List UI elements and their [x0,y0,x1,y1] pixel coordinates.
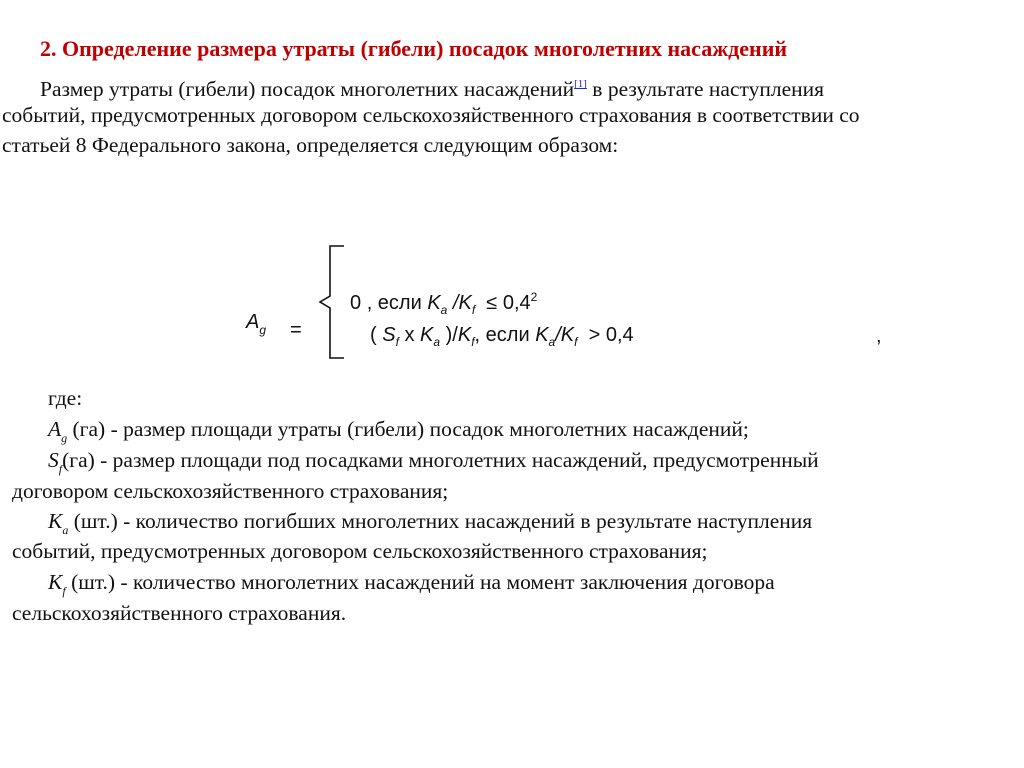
case1-kf: K [458,292,472,314]
def-ka-var: K [48,509,63,533]
def-kf-cont: сельскохозяйственного страхования. [12,601,347,625]
case1-threshold: 0,4 [502,292,531,314]
def-sf-text: (га) - размер площади под посадками многолетних насаждений, предусмотренный [62,448,819,472]
formula-lhs-var: A [246,311,260,333]
case1-cond-word: , если [366,292,422,314]
def-ka-cont: событий, предусмотренных договором сельскохозяйственного страхования; [12,539,708,563]
def-ag-var: A [48,417,62,441]
def-sf-cont: договором сельскохозяйственного страхования; [12,479,449,503]
def-ka-text: (шт.) - количество погибших многолетних насаждений в результате наступления [68,509,813,533]
case1-kf-sub: f [471,303,476,317]
case2-threshold: 0,4 [605,324,634,346]
def-ag-sub: g [61,431,68,445]
def-ag [48,416,749,451]
left-brace-icon [318,242,348,362]
case2-open: ( [370,324,377,346]
case2-kf-sub: f [471,335,475,349]
formula-case-2 [370,323,634,354]
def-kf-var: K [48,570,63,594]
formula-lhs-sub: g [259,323,267,337]
case1-ka-sub: a [440,303,448,317]
case1-ka: K [427,292,441,314]
formula-trailing-comma: , [876,325,882,347]
case1-value: 0 [350,292,362,314]
section-title: 2. Определение размера утраты (гибели) посадок многолетних насаждений [40,36,788,61]
case2-ka2: K [535,324,549,346]
case1-sup: 2 [530,290,538,304]
intro-line-2: событий, предусмотренных договором сельскохозяйственного страхования в соответствии со [2,103,860,127]
def-kf-sub: f [62,584,66,598]
def-ka-sub: a [62,523,69,537]
def-ag-text: (га) - размер площади утраты (гибели) посадок многолетних насаждений; [67,417,749,441]
formula-equals: = [290,319,302,341]
def-sf [48,447,819,482]
case1-slash: / [452,292,459,314]
case1-op: ≤ [486,292,498,314]
intro-text-a: Размер утраты (гибели) посадок многолетних насаждений [40,77,575,101]
case2-sf-sub: f [395,335,399,349]
intro-text-b: в результате наступления [586,77,825,101]
footnote-link[interactable]: [1] [574,78,587,90]
formula-lhs [246,310,266,342]
intro-line-1 [40,71,824,102]
case2-kf2-sub: f [574,335,578,349]
formula-case-1 [350,285,537,322]
where-label: где: [48,386,83,410]
case2-op: > [588,324,601,346]
case2-ka: K [420,324,434,346]
case2-cond-word: , если [474,324,530,346]
case2-close-slash: )/ [445,324,458,346]
def-sf-sub: f [58,462,63,476]
case2-ka-sub: a [433,335,441,349]
case2-times: x [404,324,415,346]
def-sf-var: S [48,448,59,472]
def-kf [48,569,775,604]
case2-slash: / [555,324,561,346]
intro-line-3: статьей 8 Федерального закона, определяется следующим образом: [2,133,619,157]
case2-kf2: K [560,324,575,346]
def-kf-text: (шт.) - количество многолетних насаждений на момент заключения договора [65,570,775,594]
case2-sf: S [382,324,396,346]
case2-kf: K [457,324,472,346]
case2-ka2-sub: a [548,335,556,349]
